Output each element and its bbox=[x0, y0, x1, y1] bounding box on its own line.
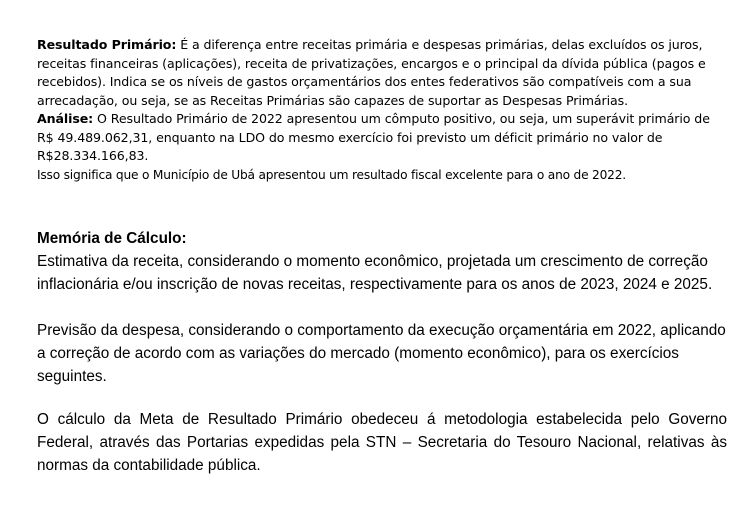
analise-text: O Resultado Primário de 2022 apresentou um cômputo positivo, ou seja, um superávit primário de R$ 49.489.062,31, enquanto na LDO do mesmo exercício foi previsto um déficit primário no valor de R$28.334.166,83. bbox=[37, 111, 710, 163]
resultado-primario-text: É a diferença entre receitas primária e despesas primárias, delas excluídos os juros, receitas financeiras (aplicações), receita de privatizações, encargos e o principal da dívida pública (pagos e recebidos). Indica se os níveis de gastos orçamentários dos entes federativos são compatíveis com a sua arrecadação, ou seja, se as Receitas Primárias são capazes de suportar as Despesas Primárias. bbox=[37, 37, 706, 108]
analise-conclusion: Isso significa que o Município de Ubá apresentou um resultado fiscal excelente para o ano de 2022. bbox=[37, 167, 626, 182]
resultado-primario-paragraph bbox=[37, 36, 717, 110]
memoria-paragraph-metodologia: O cálculo da Meta de Resultado Primário obedeceu á metodologia estabelecida pelo Governo Federal, através das Portarias expedidas pela STN – Secretaria do Tesouro Nacional, relativas às normas da contabilidade pública. bbox=[37, 411, 727, 474]
analise-label: Análise: bbox=[37, 111, 94, 126]
memoria-title: Memória de Cálculo: bbox=[37, 230, 187, 247]
memoria-paragraph-despesa: Previsão da despesa, considerando o comportamento da execução orçamentária em 2022, aplicando a correção de acordo com as variações do mercado (momento econômico), para os exercícios seguintes. bbox=[37, 322, 726, 385]
analise-paragraph bbox=[37, 110, 717, 166]
resultado-primario-label: Resultado Primário: bbox=[37, 37, 177, 52]
definition-section bbox=[37, 36, 717, 184]
memoria-paragraph-receita: Estimativa da receita, considerando o momento econômico, projetada um crescimento de correção inflacionária e/ou inscrição de novas receitas, respectivamente para os anos de 2023, 2024 e 2025. bbox=[37, 253, 713, 293]
memoria-section bbox=[37, 227, 727, 477]
